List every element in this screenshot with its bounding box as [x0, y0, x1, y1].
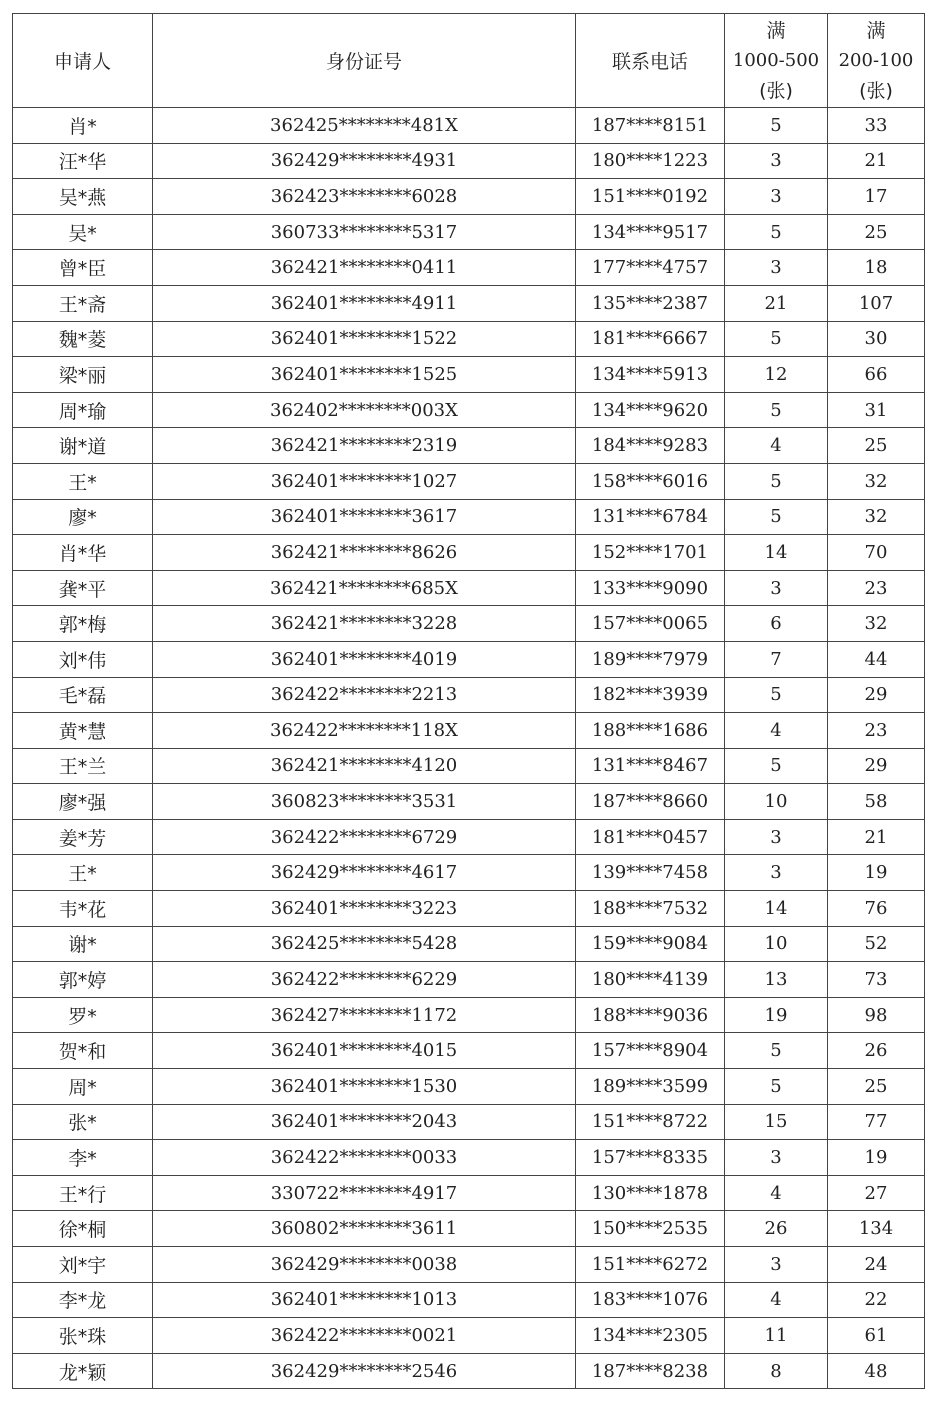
table-row	[13, 1282, 925, 1318]
cell-applicant: 罗*	[13, 997, 153, 1033]
cell-id-number: 360733********5317	[153, 214, 576, 250]
cell-count-200-100: 26	[828, 1033, 925, 1069]
table-row	[13, 143, 925, 179]
table-row	[13, 819, 925, 855]
cell-count-1000-500: 10	[725, 926, 828, 962]
table-row	[13, 357, 925, 393]
table-row	[13, 962, 925, 998]
cell-count-200-100: 32	[828, 463, 925, 499]
cell-applicant: 魏*菱	[13, 321, 153, 357]
cell-count-1000-500: 21	[725, 285, 828, 321]
cell-phone: 131****6784	[576, 499, 725, 535]
cell-count-200-100: 30	[828, 321, 925, 357]
cell-count-1000-500: 3	[725, 570, 828, 606]
header-col4-line1: 满	[766, 19, 786, 42]
cell-phone: 187****8151	[576, 108, 725, 144]
cell-phone: 152****1701	[576, 535, 725, 571]
table-row	[13, 713, 925, 749]
cell-applicant: 张*珠	[13, 1318, 153, 1354]
table-row	[13, 1318, 925, 1354]
cell-id-number: 362401********3223	[153, 891, 576, 927]
cell-count-1000-500: 15	[725, 1104, 828, 1140]
header-col4-line2: 1000-500	[732, 49, 820, 71]
cell-count-200-100: 44	[828, 641, 925, 677]
cell-count-1000-500: 7	[725, 641, 828, 677]
cell-count-200-100: 134	[828, 1211, 925, 1247]
cell-applicant: 吴*燕	[13, 179, 153, 215]
cell-applicant: 汪*华	[13, 143, 153, 179]
cell-id-number: 362427********1172	[153, 997, 576, 1033]
cell-applicant: 廖*强	[13, 784, 153, 820]
cell-phone: 134****5913	[576, 357, 725, 393]
cell-phone: 159****9084	[576, 926, 725, 962]
cell-count-1000-500: 5	[725, 1033, 828, 1069]
cell-count-200-100: 29	[828, 748, 925, 784]
table-header-row	[13, 14, 925, 108]
cell-count-200-100: 19	[828, 855, 925, 891]
table-row	[13, 855, 925, 891]
cell-applicant: 徐*桐	[13, 1211, 153, 1247]
cell-applicant: 梁*丽	[13, 357, 153, 393]
cell-count-200-100: 32	[828, 606, 925, 642]
cell-count-1000-500: 5	[725, 677, 828, 713]
header-col4	[725, 14, 828, 108]
cell-count-1000-500: 3	[725, 1247, 828, 1283]
cell-id-number: 362422********118X	[153, 713, 576, 749]
cell-applicant: 毛*磊	[13, 677, 153, 713]
cell-count-200-100: 33	[828, 108, 925, 144]
header-phone: 联系电话	[576, 14, 725, 108]
cell-id-number: 362401********2043	[153, 1104, 576, 1140]
cell-phone: 183****1076	[576, 1282, 725, 1318]
cell-count-1000-500: 14	[725, 891, 828, 927]
cell-applicant: 曾*臣	[13, 250, 153, 286]
cell-id-number: 362401********1013	[153, 1282, 576, 1318]
cell-phone: 134****2305	[576, 1318, 725, 1354]
table-row	[13, 1175, 925, 1211]
table-row	[13, 285, 925, 321]
cell-count-1000-500: 4	[725, 713, 828, 749]
cell-applicant: 龚*平	[13, 570, 153, 606]
cell-count-200-100: 22	[828, 1282, 925, 1318]
cell-applicant: 刘*宇	[13, 1247, 153, 1283]
cell-phone: 157****8904	[576, 1033, 725, 1069]
cell-id-number: 362422********2213	[153, 677, 576, 713]
applicant-table	[12, 13, 925, 1389]
table-row	[13, 1104, 925, 1140]
cell-count-1000-500: 3	[725, 143, 828, 179]
cell-phone: 189****7979	[576, 641, 725, 677]
cell-phone: 157****0065	[576, 606, 725, 642]
cell-phone: 188****9036	[576, 997, 725, 1033]
table-row	[13, 641, 925, 677]
cell-id-number: 362425********5428	[153, 926, 576, 962]
header-col4-line3: (张)	[759, 79, 793, 102]
cell-count-1000-500: 5	[725, 748, 828, 784]
cell-applicant: 郭*梅	[13, 606, 153, 642]
table-row	[13, 250, 925, 286]
cell-id-number: 362402********003X	[153, 392, 576, 428]
header-col5-line1: 满	[866, 19, 886, 42]
header-applicant: 申请人	[13, 14, 153, 108]
cell-count-200-100: 48	[828, 1353, 925, 1389]
cell-count-200-100: 52	[828, 926, 925, 962]
cell-id-number: 362421********685X	[153, 570, 576, 606]
cell-applicant: 龙*颖	[13, 1353, 153, 1389]
cell-id-number: 362425********481X	[153, 108, 576, 144]
cell-applicant: 黄*慧	[13, 713, 153, 749]
cell-id-number: 360823********3531	[153, 784, 576, 820]
cell-applicant: 王*兰	[13, 748, 153, 784]
cell-id-number: 362401********1522	[153, 321, 576, 357]
cell-count-200-100: 18	[828, 250, 925, 286]
cell-id-number: 362422********6229	[153, 962, 576, 998]
cell-applicant: 贺*和	[13, 1033, 153, 1069]
cell-phone: 180****4139	[576, 962, 725, 998]
cell-applicant: 廖*	[13, 499, 153, 535]
cell-id-number: 362401********4015	[153, 1033, 576, 1069]
cell-count-200-100: 31	[828, 392, 925, 428]
cell-count-1000-500: 4	[725, 428, 828, 464]
cell-phone: 184****9283	[576, 428, 725, 464]
cell-count-200-100: 25	[828, 214, 925, 250]
table-row	[13, 428, 925, 464]
cell-count-200-100: 73	[828, 962, 925, 998]
cell-id-number: 362429********0038	[153, 1247, 576, 1283]
table-row	[13, 214, 925, 250]
cell-phone: 157****8335	[576, 1140, 725, 1176]
table-row	[13, 997, 925, 1033]
table-row	[13, 1069, 925, 1105]
header-id-number: 身份证号	[153, 14, 576, 108]
cell-applicant: 韦*花	[13, 891, 153, 927]
cell-phone: 150****2535	[576, 1211, 725, 1247]
cell-count-1000-500: 3	[725, 855, 828, 891]
table-row	[13, 891, 925, 927]
cell-id-number: 330722********4917	[153, 1175, 576, 1211]
cell-count-200-100: 19	[828, 1140, 925, 1176]
table-row	[13, 392, 925, 428]
cell-phone: 182****3939	[576, 677, 725, 713]
cell-count-1000-500: 3	[725, 819, 828, 855]
cell-id-number: 362401********4911	[153, 285, 576, 321]
cell-phone: 151****8722	[576, 1104, 725, 1140]
cell-count-200-100: 21	[828, 143, 925, 179]
cell-applicant: 刘*伟	[13, 641, 153, 677]
cell-id-number: 362421********0411	[153, 250, 576, 286]
cell-count-200-100: 23	[828, 570, 925, 606]
cell-phone: 151****0192	[576, 179, 725, 215]
cell-applicant: 周*瑜	[13, 392, 153, 428]
cell-count-200-100: 32	[828, 499, 925, 535]
cell-count-1000-500: 6	[725, 606, 828, 642]
cell-applicant: 肖*华	[13, 535, 153, 571]
cell-count-200-100: 21	[828, 819, 925, 855]
cell-id-number: 362401********4019	[153, 641, 576, 677]
cell-id-number: 362401********1530	[153, 1069, 576, 1105]
cell-count-1000-500: 12	[725, 357, 828, 393]
header-col5-line3: (张)	[859, 79, 893, 102]
cell-count-200-100: 25	[828, 1069, 925, 1105]
cell-id-number: 362421********2319	[153, 428, 576, 464]
cell-count-200-100: 29	[828, 677, 925, 713]
cell-applicant: 王*	[13, 855, 153, 891]
cell-count-1000-500: 4	[725, 1175, 828, 1211]
cell-applicant: 谢*	[13, 926, 153, 962]
cell-applicant: 王*行	[13, 1175, 153, 1211]
cell-phone: 158****6016	[576, 463, 725, 499]
cell-id-number: 362422********6729	[153, 819, 576, 855]
cell-phone: 151****6272	[576, 1247, 725, 1283]
cell-count-200-100: 61	[828, 1318, 925, 1354]
cell-phone: 180****1223	[576, 143, 725, 179]
cell-count-1000-500: 5	[725, 321, 828, 357]
cell-phone: 130****1878	[576, 1175, 725, 1211]
table-row	[13, 1211, 925, 1247]
cell-count-1000-500: 5	[725, 463, 828, 499]
cell-phone: 189****3599	[576, 1069, 725, 1105]
cell-count-1000-500: 4	[725, 1282, 828, 1318]
cell-count-200-100: 24	[828, 1247, 925, 1283]
cell-phone: 181****6667	[576, 321, 725, 357]
table-row	[13, 321, 925, 357]
table-row	[13, 463, 925, 499]
cell-id-number: 362401********3617	[153, 499, 576, 535]
cell-id-number: 362421********8626	[153, 535, 576, 571]
cell-id-number: 362421********4120	[153, 748, 576, 784]
cell-id-number: 362429********4617	[153, 855, 576, 891]
cell-id-number: 362429********4931	[153, 143, 576, 179]
header-col5	[828, 14, 925, 108]
cell-phone: 181****0457	[576, 819, 725, 855]
cell-count-200-100: 25	[828, 428, 925, 464]
cell-applicant: 张*	[13, 1104, 153, 1140]
table-row	[13, 179, 925, 215]
cell-count-1000-500: 5	[725, 392, 828, 428]
cell-id-number: 362401********1525	[153, 357, 576, 393]
cell-count-1000-500: 26	[725, 1211, 828, 1247]
table-row	[13, 677, 925, 713]
cell-phone: 131****8467	[576, 748, 725, 784]
table-row	[13, 570, 925, 606]
cell-phone: 177****4757	[576, 250, 725, 286]
cell-phone: 133****9090	[576, 570, 725, 606]
cell-count-1000-500: 8	[725, 1353, 828, 1389]
table-row	[13, 1353, 925, 1389]
cell-count-1000-500: 13	[725, 962, 828, 998]
cell-phone: 187****8660	[576, 784, 725, 820]
cell-phone: 134****9620	[576, 392, 725, 428]
table-row	[13, 748, 925, 784]
cell-count-200-100: 23	[828, 713, 925, 749]
cell-applicant: 王*	[13, 463, 153, 499]
cell-count-1000-500: 5	[725, 108, 828, 144]
table-row	[13, 499, 925, 535]
cell-count-200-100: 77	[828, 1104, 925, 1140]
cell-count-200-100: 76	[828, 891, 925, 927]
cell-phone: 188****1686	[576, 713, 725, 749]
table-row	[13, 535, 925, 571]
cell-count-1000-500: 5	[725, 499, 828, 535]
cell-applicant: 李*龙	[13, 1282, 153, 1318]
table-row	[13, 926, 925, 962]
cell-applicant: 李*	[13, 1140, 153, 1176]
cell-count-1000-500: 3	[725, 179, 828, 215]
table-row	[13, 1140, 925, 1176]
cell-id-number: 362422********0021	[153, 1318, 576, 1354]
cell-id-number: 360802********3611	[153, 1211, 576, 1247]
cell-applicant: 谢*道	[13, 428, 153, 464]
cell-id-number: 362423********6028	[153, 179, 576, 215]
cell-id-number: 362401********1027	[153, 463, 576, 499]
cell-count-1000-500: 11	[725, 1318, 828, 1354]
cell-count-1000-500: 19	[725, 997, 828, 1033]
cell-applicant: 郭*婷	[13, 962, 153, 998]
cell-applicant: 王*斋	[13, 285, 153, 321]
cell-count-200-100: 66	[828, 357, 925, 393]
cell-id-number: 362429********2546	[153, 1353, 576, 1389]
table-row	[13, 1033, 925, 1069]
cell-phone: 134****9517	[576, 214, 725, 250]
cell-applicant: 姜*芳	[13, 819, 153, 855]
table-body	[13, 108, 925, 1389]
table-row	[13, 108, 925, 144]
cell-count-1000-500: 14	[725, 535, 828, 571]
cell-phone: 187****8238	[576, 1353, 725, 1389]
cell-count-1000-500: 5	[725, 214, 828, 250]
header-col5-line2: 200-100	[838, 49, 914, 71]
cell-count-1000-500: 3	[725, 1140, 828, 1176]
table-row	[13, 1247, 925, 1283]
cell-count-1000-500: 3	[725, 250, 828, 286]
cell-count-200-100: 98	[828, 997, 925, 1033]
cell-count-200-100: 17	[828, 179, 925, 215]
cell-count-200-100: 107	[828, 285, 925, 321]
cell-applicant: 吴*	[13, 214, 153, 250]
cell-count-1000-500: 5	[725, 1069, 828, 1105]
table-row	[13, 784, 925, 820]
cell-count-1000-500: 10	[725, 784, 828, 820]
cell-id-number: 362422********0033	[153, 1140, 576, 1176]
cell-applicant: 肖*	[13, 108, 153, 144]
cell-phone: 139****7458	[576, 855, 725, 891]
table-row	[13, 606, 925, 642]
applicant-table-container	[12, 13, 925, 1389]
cell-count-200-100: 58	[828, 784, 925, 820]
cell-count-200-100: 27	[828, 1175, 925, 1211]
cell-phone: 135****2387	[576, 285, 725, 321]
cell-count-200-100: 70	[828, 535, 925, 571]
cell-applicant: 周*	[13, 1069, 153, 1105]
cell-id-number: 362421********3228	[153, 606, 576, 642]
cell-phone: 188****7532	[576, 891, 725, 927]
